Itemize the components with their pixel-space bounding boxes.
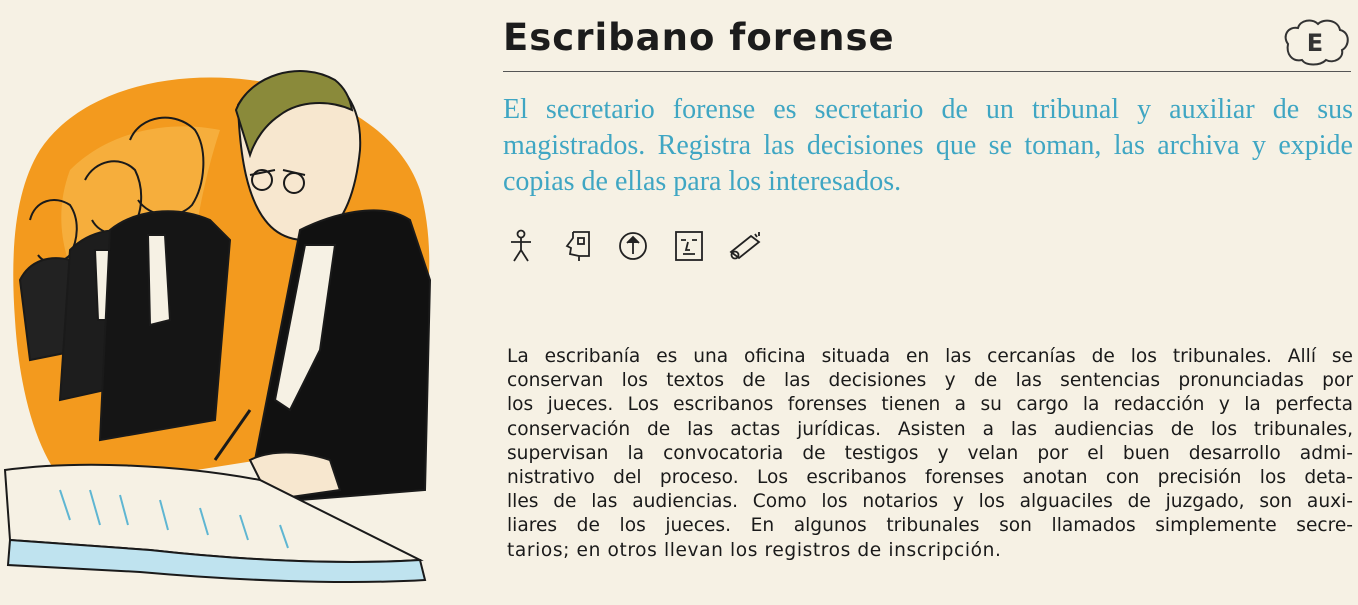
- body-line: lles de las audiencias. Como los notarios y los alguaciles de juzgado, son auxi-: [507, 491, 1353, 513]
- body-line: La escribanía es una oficina situada en las cercanías de los tribunales. Allí se: [507, 346, 1353, 367]
- trait-icons-row: [503, 228, 763, 264]
- body-line: conservan los textos de las decisiones y de las sentencias pronunciadas por: [507, 370, 1353, 392]
- body-line: los jueces. Los escribanos forenses tienen a su cargo la redacción y la perfecta: [507, 394, 1353, 416]
- body-line: conservación de las actas jurídicas. Asisten a las audiencias de los tribunales,: [507, 418, 1353, 440]
- face-icon: [671, 228, 707, 264]
- badge-letter: E: [1306, 29, 1324, 57]
- head-icon: [559, 228, 595, 264]
- intro-paragraph: El secretario forense es secretario de un tribunal y auxiliar de sus magistrados. Registra las decisiones que se toman, las archiva y expide copias de ellas para los interesados.: [503, 94, 1353, 197]
- thought-bubble-badge: [1278, 14, 1352, 68]
- court-clerk-illustration: [0, 20, 440, 590]
- scroll-icon: [727, 228, 763, 264]
- body-line: tarios; en otros llevan los registros de inscripción.: [507, 539, 1002, 561]
- up-arrow-circle-icon: [615, 228, 651, 264]
- body-paragraph: [507, 345, 1353, 563]
- body-line: liares de los jueces. En algunos tribunales son llamados simplemente secre-: [507, 515, 1353, 537]
- body-line: nistrativo del proceso. Los escribanos forenses anotan con precisión los deta-: [507, 467, 1353, 489]
- person-icon: [503, 228, 539, 264]
- body-line: supervisan la convocatoria de testigos y velan por el buen desarrollo admi-: [507, 442, 1353, 464]
- page-title: Escribano forense: [503, 16, 895, 59]
- title-divider: [503, 71, 1351, 72]
